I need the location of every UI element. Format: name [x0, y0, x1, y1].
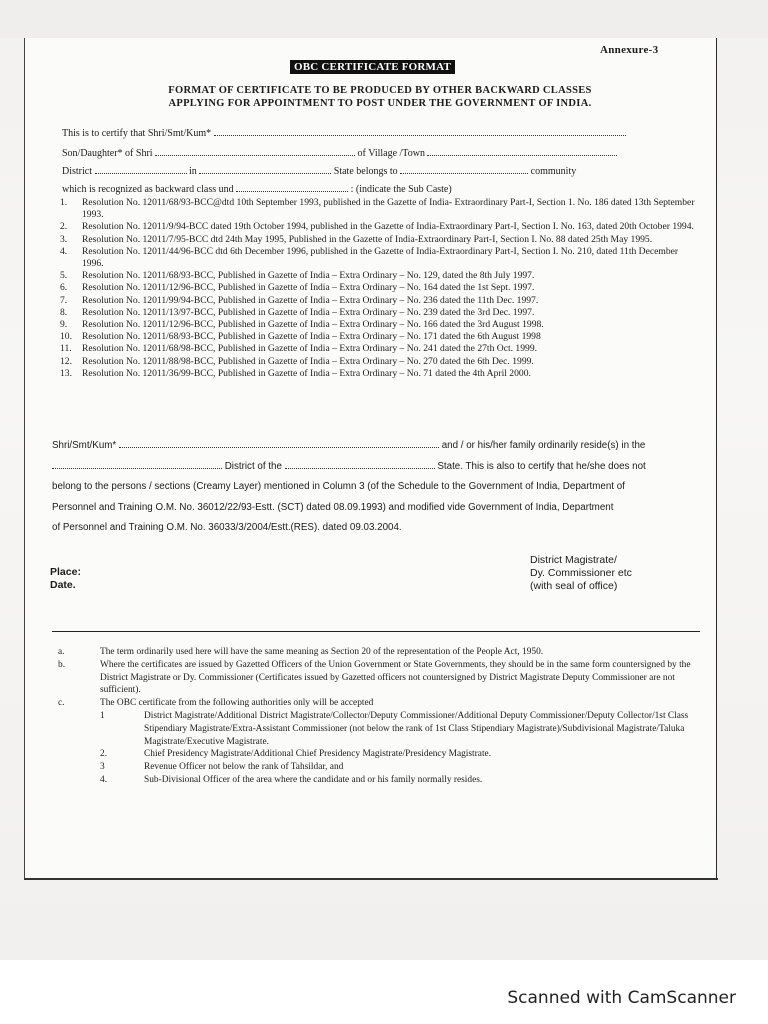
- resolution-text: Resolution No. 12011/44/96-BCC dtd 6th December 1996, published in the Gazette of India-Extraordinary Part-I, Section I. No. 210, dated 11th December 1996.: [82, 245, 679, 270]
- authority-number: 1: [100, 710, 105, 721]
- in-label: in: [189, 166, 197, 177]
- para-name-label: Shri/Smt/Kum*: [52, 440, 117, 451]
- resolution-text: Resolution No. 12011/68/93-BCC@dtd 10th September 1993, published in the Gazette of India- Extraordinary Part-I, Section 1. No. 186 dated 13th September 1993.: [82, 197, 695, 221]
- authority-text: Sub-Divisional Officer of the area where the candidate and or his family normally resides.: [144, 774, 483, 785]
- resolution-text: Resolution No. 12011/9/94-BCC dated 19th October 1994, published in the Gazette of India-Extraordinary Part-I, Section I. No. 163, dated 20th October 1994.: [82, 221, 694, 233]
- note-item: [52, 697, 702, 710]
- resolution-number: 6.: [60, 282, 68, 294]
- certificate-banner: OBC CERTIFICATE FORMAT: [290, 60, 455, 74]
- resolution-item: [60, 234, 700, 246]
- name-blank: [214, 126, 626, 136]
- resolution-text: Resolution No. 12011/68/98-BCC, Published in Gazette of India – Extra Ordinary – No. 241 dated the 27th Oct. 1999.: [82, 343, 538, 355]
- resolution-list: [60, 197, 700, 380]
- resolution-number: 2.: [60, 221, 68, 233]
- heading-line-2: APPLYING FOR APPOINTMENT TO POST UNDER THE GOVERNMENT OF INDIA.: [168, 98, 592, 109]
- authority-text: Revenue Officer not below the rank of Tahsildar, and: [144, 762, 344, 773]
- para-line-2: [52, 457, 702, 478]
- scanner-watermark: Scanned with CamScanner: [507, 988, 736, 1008]
- notes-section: [52, 646, 702, 787]
- resolution-text: Resolution No. 12011/68/93-BCC, Published in Gazette of India – Extra Ordinary – No. 171 dated the 6th August 1998: [82, 331, 541, 343]
- note-text: Where the certificates are issued by Gazetted Officers of the Union Government or State Governments, they should be in the same form countersigned by the District Magistrate or Dy. Commissioner (Certificates issued by Gazetted officers not countersigned by District Magistrate Deputy Commissioner are not sufficient).: [100, 659, 691, 696]
- signature-line-1: District Magistrate/: [530, 554, 617, 566]
- place-label: Place:: [50, 566, 81, 578]
- resolution-item: [60, 270, 700, 282]
- signature-block: [530, 554, 632, 593]
- resolution-item: [60, 307, 700, 319]
- annexure-label: Annexure-3: [600, 44, 659, 56]
- district-line: [62, 164, 576, 177]
- resolution-text: Resolution No. 12011/13/97-BCC, Published in Gazette of India – Extra Ordinary – No. 239 dated the 3rd Dec. 1997.: [82, 306, 535, 318]
- district-label: District: [62, 166, 92, 177]
- resolution-item: [60, 368, 700, 380]
- certify-label: This is to certify that Shri/Smt/Kum*: [62, 128, 212, 139]
- authority-item: [52, 748, 702, 761]
- resolution-text: Resolution No. 12011/88/98-BCC, Published in Gazette of India – Extra Ordinary – No. 270 dated the 6th Dec. 1999.: [82, 355, 534, 367]
- resolution-text: Resolution No. 12011/68/93-BCC, Published in Gazette of India – Extra Ordinary – No. 129, dated the 8th July 1997.: [82, 270, 535, 282]
- note-item: [52, 646, 702, 659]
- resolution-item: [60, 356, 700, 368]
- resolution-text: Resolution No. 12011/36/99-BCC, Published in Gazette of India – Extra Ordinary – No. 71 dated the 4th April 2000.: [82, 367, 531, 379]
- page-left-border: [24, 38, 25, 878]
- village-blank: [427, 146, 617, 156]
- signature-line-3: (with seal of office): [530, 580, 618, 592]
- certify-line: [62, 126, 626, 139]
- place-date-block: [50, 566, 81, 592]
- subcaste-line: [62, 182, 452, 195]
- district-blank: [95, 164, 187, 174]
- para-line-3: belong to the persons / sections (Creamy Layer) mentioned in Column 3 (of the Schedule to the Government of India, Department of: [52, 481, 625, 492]
- authority-item: [52, 774, 702, 787]
- resolution-number: 8.: [60, 306, 68, 318]
- resolution-number: 9.: [60, 319, 68, 331]
- resolution-item: [60, 343, 700, 355]
- para-district-label: District of the: [224, 460, 282, 472]
- resolution-text: Resolution No. 12011/12/96-BCC, Published in Gazette of India – Extra Ordinary – No. 164 dated the 1st Sept. 1997.: [82, 282, 535, 294]
- authority-text: District Magistrate/Additional District Magistrate/Collector/Deputy Commissioner/Additional Deputy Commissioner/Deputy Collector/1st Class Stipendiary Magistrate/Extra-Assistant Commissioner (not below the rank of 1st Class Stipendiary Magistrate)/Subdivisional Magistrate/Taluka Magistrate/Executive Magistrate.: [144, 710, 689, 747]
- resolution-item: [60, 197, 700, 221]
- authority-item: [52, 761, 702, 774]
- scan-top-margin: [0, 0, 768, 38]
- page-bottom-border: [24, 878, 718, 880]
- authority-text: Chief Presidency Magistrate/Additional Chief Presidency Magistrate/Presidency Magistrate.: [144, 749, 492, 760]
- community-label: community: [530, 166, 577, 177]
- state-blank: [199, 164, 331, 174]
- resolution-item: [60, 295, 700, 307]
- date-label: Date.: [50, 579, 76, 591]
- notes-divider: [52, 631, 700, 632]
- resolution-item: [60, 331, 700, 343]
- para-state-text: State. This is also to certify that he/she does not: [437, 460, 646, 472]
- para-line-4: Personnel and Training O.M. No. 36012/22/93-Estt. (SCT) dated 08.09.1993) and modified vide Government of India, Department: [52, 501, 614, 513]
- authority-number: 2.: [100, 749, 108, 760]
- resolution-text: Resolution No. 12011/7/95-BCC dtd 24th May 1995, Published in the Gazette of India-Extraordinary Part-I, Section I. No. 88 dated 25th May 1995.: [82, 233, 653, 245]
- state-belongs-label: State belongs to: [333, 166, 398, 177]
- resolution-number: 4.: [60, 245, 68, 257]
- resolution-text: Resolution No. 12011/99/94-BCC, Published in Gazette of India – Extra Ordinary – No. 236 dated the 11th Dec. 1997.: [82, 294, 539, 306]
- resolution-number: 13.: [60, 367, 72, 379]
- authority-number: 3: [100, 762, 105, 773]
- note-tag: c.: [58, 698, 65, 709]
- residence-paragraph: [52, 436, 702, 539]
- note-text: The OBC certificate from the following authorities only will be accepted: [100, 698, 374, 709]
- resolution-text: Resolution No. 12011/12/96-BCC, Published in Gazette of India – Extra Ordinary – No. 166 dated the 3rd August 1998.: [82, 319, 544, 331]
- resolution-number: 3.: [60, 233, 68, 245]
- signature-line-2: Dy. Commissioner etc: [530, 567, 632, 579]
- para-line-1: [52, 436, 702, 457]
- son-of-label: Son/Daughter* of Shri: [62, 148, 153, 159]
- resolution-number: 12.: [60, 355, 72, 367]
- resolution-item: [60, 319, 700, 331]
- resolution-item: [60, 282, 700, 294]
- note-tag: b.: [58, 659, 66, 670]
- resolution-number: 5.: [60, 270, 68, 282]
- para-state-blank: [285, 459, 435, 469]
- parent-line: [62, 146, 617, 159]
- note-tag: a.: [58, 647, 65, 657]
- resolution-number: 1.: [60, 197, 68, 208]
- subcaste-label: : (indicate the Sub Caste): [350, 184, 452, 195]
- village-label: of Village /Town: [357, 148, 425, 159]
- resolution-number: 11.: [60, 343, 72, 355]
- resolution-item: [60, 221, 700, 233]
- resolution-number: 10.: [60, 331, 72, 343]
- resolution-item: [60, 246, 700, 270]
- para-district-blank: [52, 459, 222, 469]
- para-line-5: of Personnel and Training O.M. No. 36033/3/2004/Estt.(RES). dated 09.03.2004.: [52, 522, 402, 533]
- authority-number: 4.: [100, 774, 108, 785]
- note-item: [52, 659, 702, 697]
- community-blank: [400, 164, 528, 174]
- subcaste-blank: [236, 182, 348, 192]
- heading-line-1: FORMAT OF CERTIFICATE TO BE PRODUCED BY OTHER BACKWARD CLASSES: [168, 85, 592, 96]
- parent-blank: [155, 146, 355, 156]
- recognized-label: which is recognized as backward class und: [62, 184, 234, 195]
- para-reside-text: and / or his/her family ordinarily reside(s) in the: [441, 440, 646, 451]
- document-heading: [120, 84, 640, 110]
- para-name-blank: [119, 438, 439, 448]
- authority-item: [52, 710, 702, 748]
- resolution-number: 7.: [60, 294, 68, 306]
- note-text: The term ordinarily used here will have the same meaning as Section 20 of the representation of the People Act, 1950.: [100, 647, 544, 657]
